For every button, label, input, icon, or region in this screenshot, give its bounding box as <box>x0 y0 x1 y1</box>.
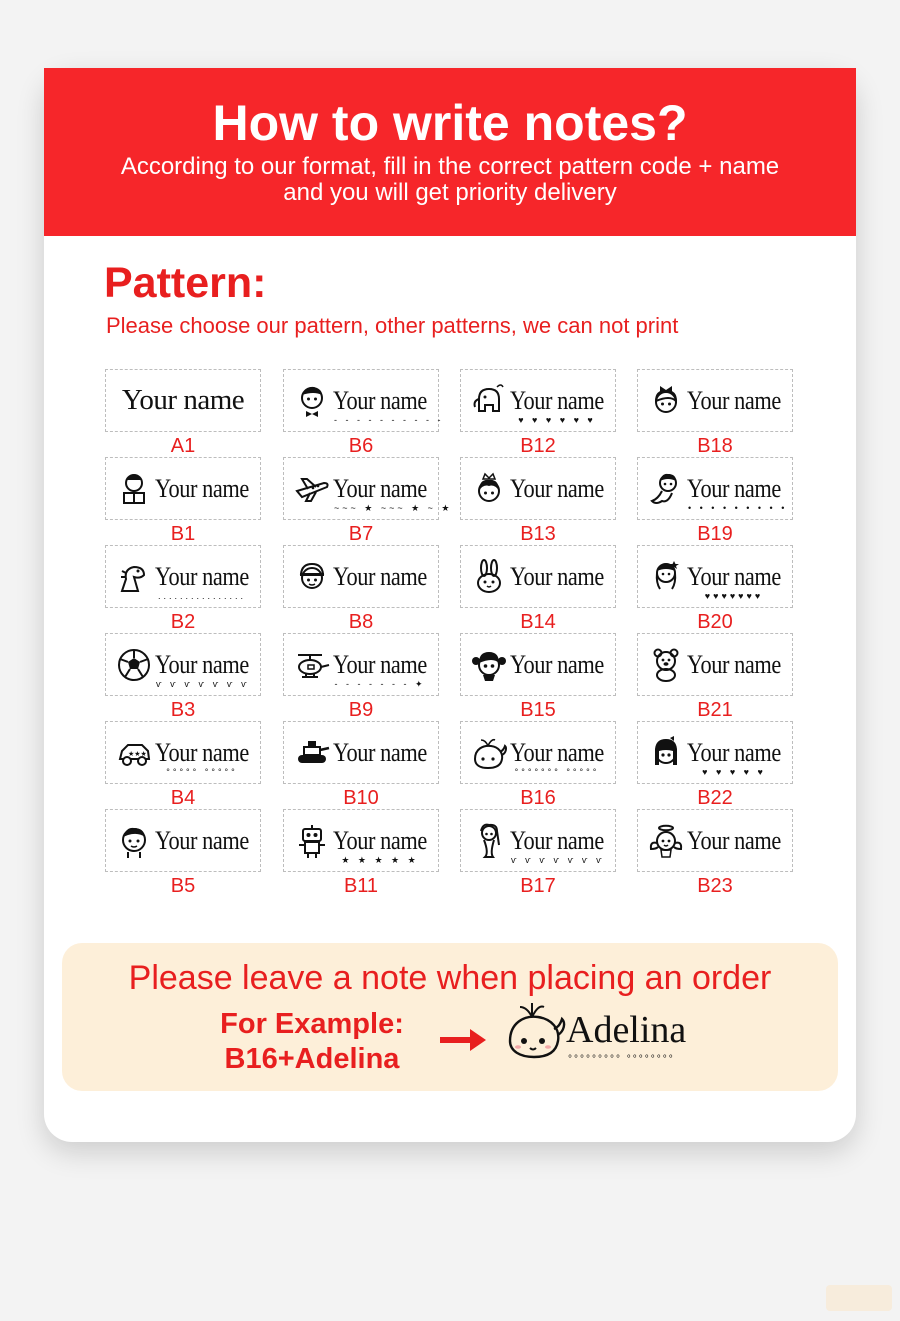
fairy-girl-icon <box>648 559 684 595</box>
pattern-tile-b18 <box>637 369 793 432</box>
tile-name-text: Your name <box>686 473 781 503</box>
banner-title: How to write notes? <box>212 95 688 151</box>
pattern-code: B10 <box>343 787 379 809</box>
pattern-tile-b7 <box>283 457 453 520</box>
tile-name-text: Your name <box>509 737 604 767</box>
tile-name-text: Your name <box>154 649 249 679</box>
example-label <box>192 1007 432 1077</box>
whale-icon <box>471 735 507 771</box>
pattern-tile-b4 <box>105 721 261 784</box>
tile-name-text: Your name <box>686 385 781 415</box>
mermaid-girl-icon <box>648 471 684 507</box>
banner-subtitle <box>44 154 856 206</box>
tile-name-text: Your name <box>332 737 427 767</box>
pattern-heading: Pattern: <box>104 259 267 307</box>
pattern-code: B20 <box>697 611 733 633</box>
tile-decoration: °°°°°°° °°°°° <box>514 767 600 777</box>
teddy-bear-icon <box>648 647 684 683</box>
girl-bangs-icon <box>648 735 684 771</box>
arrow-right-icon <box>436 1023 488 1057</box>
pattern-tile-b10 <box>283 721 439 784</box>
pattern-note: Please choose our pattern, other patterns, we can not print <box>106 313 679 338</box>
tile-name-text: Your name <box>332 649 427 679</box>
example-headline: Please leave a note when placing an order <box>128 959 772 997</box>
mermaid-icon <box>471 823 507 859</box>
elephant-icon <box>471 383 507 419</box>
angel-icon <box>648 823 684 859</box>
tile-name-text: Your name <box>121 384 245 416</box>
pattern-code: B6 <box>348 435 374 457</box>
pattern-code: B12 <box>520 435 556 457</box>
pattern-code: B17 <box>520 875 556 897</box>
tile-decoration: ................ <box>157 591 246 601</box>
pattern-code: B22 <box>697 787 733 809</box>
pattern-code: B21 <box>697 699 733 721</box>
pattern-code: B7 <box>348 523 374 545</box>
tile-decoration: - - - - - - - ✦ <box>334 679 426 689</box>
tile-decoration: ѵ ѵ ѵ ѵ ѵ ѵ ѵ <box>511 855 605 865</box>
pattern-tile-b14 <box>460 545 616 608</box>
sample-dots-decoration: °°°°°°°°° °°°°°°°° <box>568 1054 675 1065</box>
banner-subtitle-line1: According to our format, fill in the correct pattern code + name <box>120 153 780 180</box>
tile-name-text: Your name <box>509 649 604 679</box>
whale-icon <box>502 1001 568 1063</box>
pattern-code: B19 <box>697 523 733 545</box>
pattern-tile-b23 <box>637 809 793 872</box>
pattern-tile-b22 <box>637 721 793 784</box>
bunny-icon <box>471 559 507 595</box>
tile-decoration: • • • • • • • • • <box>688 503 788 513</box>
pattern-code: B5 <box>170 875 196 897</box>
pattern-tile-b11 <box>283 809 439 872</box>
pattern-tile-b3 <box>105 633 261 696</box>
pattern-tile-b1 <box>105 457 261 520</box>
pattern-tile-b16 <box>460 721 616 784</box>
helicopter-icon <box>294 647 330 683</box>
pattern-tile-b8 <box>283 545 439 608</box>
tile-decoration: ★ ★ ★ ★ ★ <box>341 855 419 865</box>
pattern-tile-b15 <box>460 633 616 696</box>
example-box <box>62 943 838 1091</box>
tile-name-text: Your name <box>154 473 249 503</box>
pattern-tile-b2 <box>105 545 261 608</box>
pattern-code: B18 <box>697 435 733 457</box>
pattern-code: B9 <box>348 699 374 721</box>
pattern-code: B23 <box>697 875 733 897</box>
example-label-line2: B16+Adelina <box>224 1043 400 1075</box>
pattern-code: B13 <box>520 523 556 545</box>
tile-decoration: ♥♥♥♥♥♥♥ <box>704 591 764 601</box>
robot-icon <box>294 823 330 859</box>
pattern-code: B14 <box>520 611 556 633</box>
brand-watermark <box>826 1285 892 1311</box>
pattern-code: B4 <box>170 787 196 809</box>
sample-name: Adelina <box>566 1009 687 1051</box>
pattern-code: B1 <box>170 523 196 545</box>
pattern-tile-b19 <box>637 457 793 520</box>
soccer-ball-icon <box>116 647 152 683</box>
airplane-icon <box>294 471 330 507</box>
tile-name-text: Your name <box>686 825 781 855</box>
girl-pigtails-icon <box>471 647 507 683</box>
pattern-tile-b17 <box>460 809 616 872</box>
boy-face-icon <box>116 823 152 859</box>
tile-decoration: - - - - - - - - - - <box>334 415 444 425</box>
example-label-line1: For Example: <box>220 1008 404 1040</box>
tile-name-text: Your name <box>154 561 249 591</box>
tile-name-text: Your name <box>509 385 604 415</box>
tile-decoration: ѵ ѵ ѵ ѵ ѵ ѵ ѵ <box>156 679 250 689</box>
tile-name-text: Your name <box>332 473 427 503</box>
tile-name-text: Your name <box>509 561 604 591</box>
boy-cap-icon <box>294 559 330 595</box>
tile-name-text: Your name <box>509 825 604 855</box>
tile-name-text: Your name <box>332 385 427 415</box>
tile-name-text: Your name <box>686 561 781 591</box>
banner-subtitle-line2: and you will get priority delivery <box>283 179 617 206</box>
boy-bowtie-icon <box>294 383 330 419</box>
girl-bow-icon <box>648 383 684 419</box>
tile-decoration: ♥ ♥ ♥ ♥ ♥ ♥ <box>518 415 596 425</box>
pattern-code: B11 <box>343 875 379 897</box>
notes-card <box>44 68 856 1142</box>
pattern-tile-b6 <box>283 369 444 432</box>
car-icon <box>116 735 152 771</box>
tile-name-text: Your name <box>332 825 427 855</box>
tile-decoration: °°°°° °°°°° <box>166 767 238 777</box>
pattern-tile-b12 <box>460 369 616 432</box>
tile-name-text: Your name <box>509 473 604 503</box>
pattern-code: B15 <box>520 699 556 721</box>
dinosaur-icon <box>116 559 152 595</box>
tile-name-text: Your name <box>332 561 427 591</box>
svg-text:★★★: ★★★ <box>127 750 147 758</box>
pattern-tile-a1 <box>105 369 261 432</box>
tile-decoration: ~~~ ★ ~~~ ★ ~ ★ <box>334 503 453 513</box>
pattern-code: B3 <box>170 699 196 721</box>
pattern-code: A1 <box>170 435 196 457</box>
pattern-code: B2 <box>170 611 196 633</box>
pattern-tile-b21 <box>637 633 793 696</box>
pattern-code: B16 <box>520 787 556 809</box>
pattern-tile-b5 <box>105 809 261 872</box>
tile-name-text: Your name <box>686 737 781 767</box>
header-banner <box>44 68 856 236</box>
pattern-tile-b20 <box>637 545 793 608</box>
boy-reading-icon <box>116 471 152 507</box>
tank-icon <box>294 735 330 771</box>
tile-name-text: Your name <box>154 825 249 855</box>
tile-name-text: Your name <box>154 737 249 767</box>
pattern-tile-b9 <box>283 633 439 696</box>
princess-crown-icon <box>471 471 507 507</box>
pattern-tile-b13 <box>460 457 616 520</box>
tile-name-text: Your name <box>686 649 781 679</box>
pattern-code: B8 <box>348 611 374 633</box>
tile-decoration: ♥ ♥ ♥ ♥ ♥ <box>702 767 766 777</box>
